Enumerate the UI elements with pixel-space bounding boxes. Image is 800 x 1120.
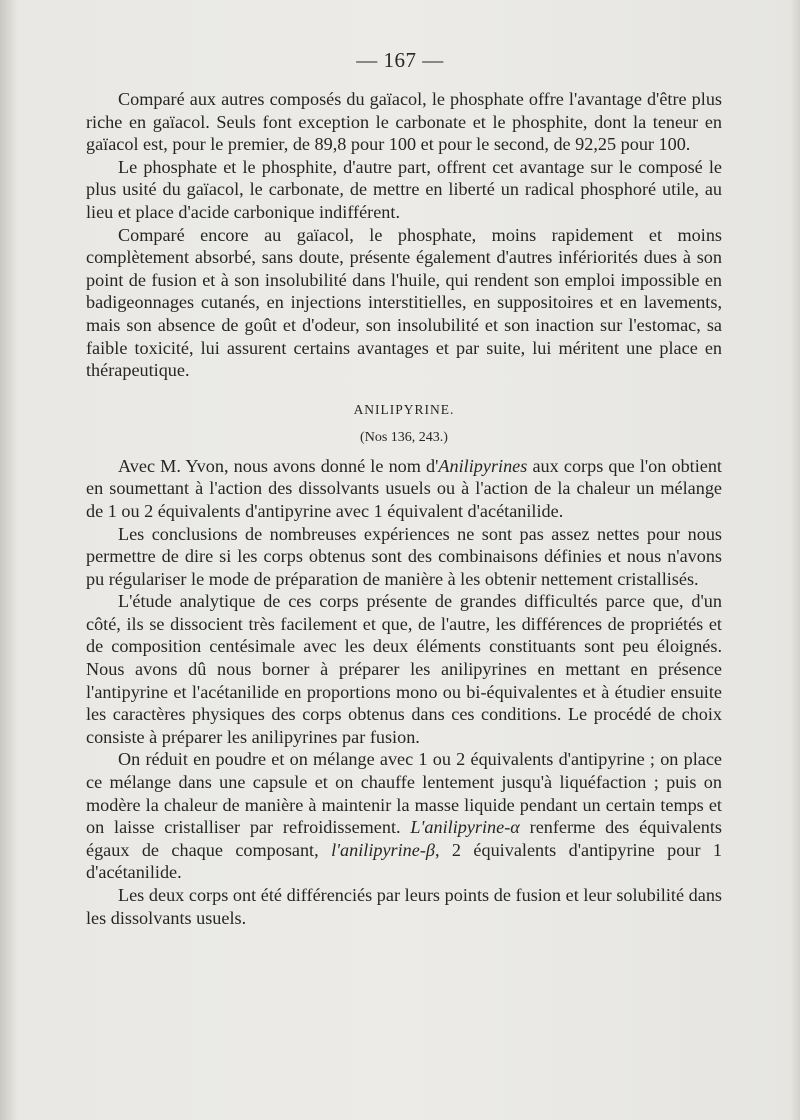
italic-term: l'anilipyrine-β	[331, 839, 435, 860]
text-segment: On réduit en poudre et on mélange avec 1 ou 2 équivalents d'antipyrine ; on place ce mélange dans une capsule et on chauffe lentement jusqu'à liquéfaction ; puis on modère la chaleur de manière à maintenir la masse liquide pendant un certain temps et on laisse cristalliser par refroidissement.	[86, 749, 722, 838]
paragraph-anilipyrine-definition	[86, 455, 722, 523]
paragraph-preparation-method	[86, 748, 722, 884]
section-title: ANILIPYRINE.	[353, 401, 455, 417]
text-segment: renferme des équivalents égaux de chaque composant,	[86, 817, 722, 860]
text-segment: , 2 équivalents d'antipyrine pour 1 d'acétanilide.	[86, 839, 723, 883]
paragraph-analytic-study: L'étude analytique de ces corps présente de grandes difficultés parce que, d'un côté, ils se dissocient très facilement et que, de l'autre, les différences de propriétés et de composition centésimale avec les deux éléments constituants sont peu éloignés. Nous avons dû nous borner à préparer les anilipyrines en mettant en présence l'antipyrine et l'acétanilide en proportions mono ou bi-équivalentes et à étudier ensuite les caractères physiques des corps obtenus dans ces conditions. Le procédé de choix consiste à préparer les anilipyrines par fusion.	[86, 591, 722, 747]
section-reference: (Nos 136, 243.)	[360, 429, 448, 445]
body-text	[86, 88, 722, 929]
paragraph-differentiation: Les deux corps ont été différenciés par leurs points de fusion et leur solubilité dans les dissolvants usuels.	[86, 885, 722, 928]
italic-term: L'anilipyrine-α	[410, 817, 520, 838]
paragraph-gaiacol-comparison: Comparé encore au gaïacol, le phosphate, moins rapidement et moins complètement absorbé, sans doute, présente également d'autres infériorités dues à son point de fusion et à son insolubilité dans l'huile, qui rendent son emploi impossible en badigeonnages cutanés, en injections interstitielles, en suppositoires et en lavements, mais son absence de goût et d'odeur, son insolubilité et son inaction sur l'estomac, sa faible toxicité, lui assurent certains avantages et par suite, lui méritent une place en thérapeutique.	[86, 224, 722, 381]
text-segment: aux corps que l'on obtient en soumettant à l'action des dissolvants usuels ou à l'action de la chaleur un mélange de 1 ou 2 équivalents d'antipyrine avec 1 équivalent d'acétanilide.	[86, 455, 722, 521]
italic-term: Anilipyrines	[438, 455, 528, 476]
text-segment: Avec M. Yvon, nous avons donné le nom d'	[118, 455, 439, 476]
paragraph-conclusions: Les conclusions de nombreuses expériences ne sont pas assez nettes pour nous permettre de dire si les corps obtenus sont des combinaisons définies et nous n'avons pu régulariser le mode de préparation de manière à les obtenir nettement cristallisés.	[86, 523, 722, 589]
paragraph-phosphite-comparison: Le phosphate et le phosphite, d'autre part, offrent cet avantage sur le composé le plus usité du gaïacol, le carbonate, de mettre en liberté un radical phosphoré utile, au lieu et place d'acide carbonique indifférent.	[86, 156, 722, 222]
paragraph-phosphate-advantage: Comparé aux autres composés du gaïacol, le phosphate offre l'avantage d'être plus riche en gaïacol. Seuls font exception le carbonate et le phosphite, dont la teneur en gaïacol est, pour le premier, de 89,8 pour 100 et pour le second, de 92,25 pour 100.	[86, 89, 722, 155]
page-number: — 167 —	[356, 48, 444, 72]
